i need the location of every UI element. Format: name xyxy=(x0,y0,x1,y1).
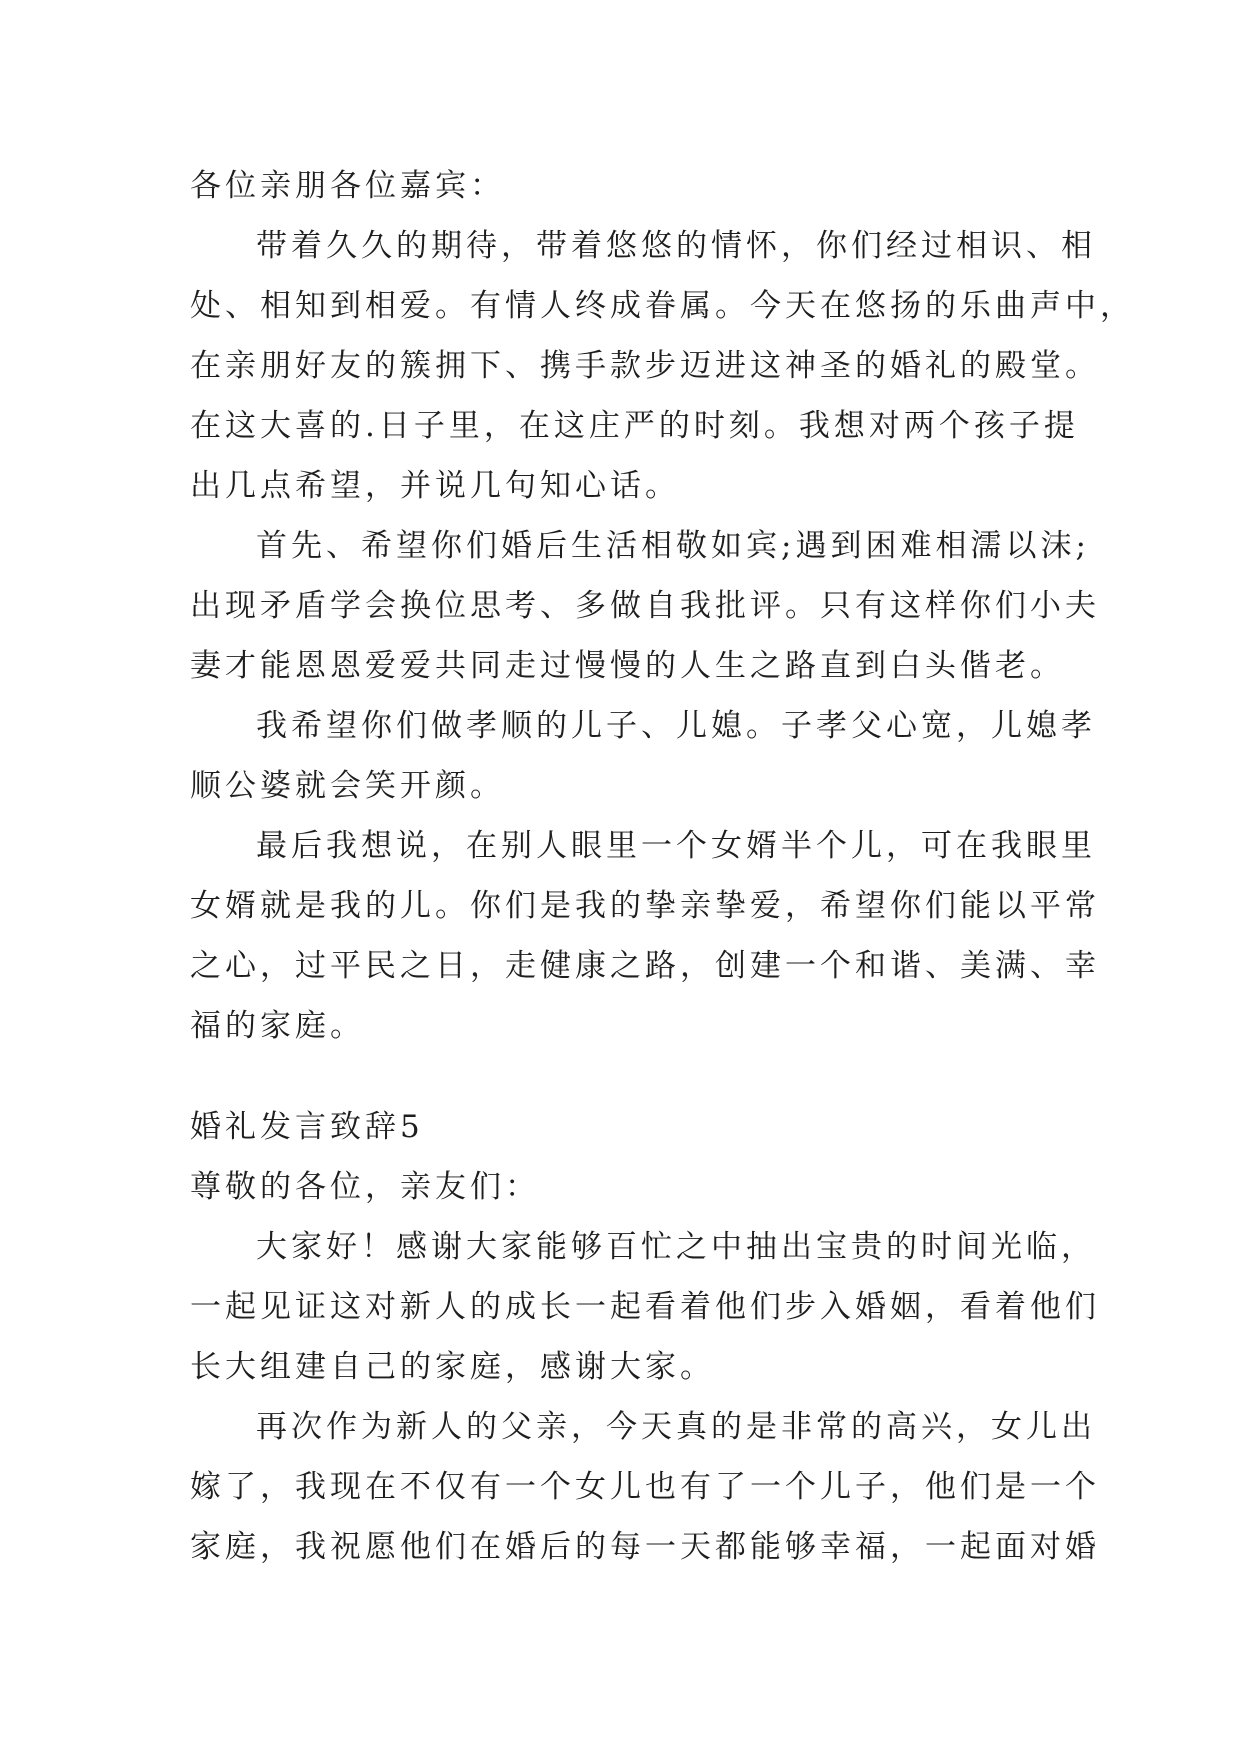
paragraph-line: 大家好！感谢大家能够百忙之中抽出宝贵的时间光临， xyxy=(256,1229,1096,1265)
paragraph-2 xyxy=(190,1397,1100,1577)
paragraph-line: 家庭，我祝愿他们在婚后的每一天都能够幸福，一起面对婚 xyxy=(190,1529,1100,1565)
paragraph-line: 出几点希望，并说几句知心话。 xyxy=(190,468,680,504)
paragraph-line: 带着久久的期待，带着悠悠的情怀，你们经过相识、相 xyxy=(256,228,1096,264)
paragraph-line: 女婿就是我的儿。你们是我的挚亲挚爱，希望你们能以平常 xyxy=(190,888,1100,924)
speech-section-2 xyxy=(190,1097,1100,1577)
paragraph-1 xyxy=(190,1217,1100,1397)
paragraph-line: 在这大喜的.日子里，在这庄严的时刻。我想对两个孩子提 xyxy=(190,408,1079,444)
paragraph-line: 妻才能恩恩爱爱共同走过慢慢的人生之路直到白头偕老。 xyxy=(190,648,1065,684)
salutation: 各位亲朋各位嘉宾： xyxy=(190,168,505,204)
paragraph-line: 我希望你们做孝顺的儿子、儿媳。子孝父心宽，儿媳孝 xyxy=(256,708,1096,744)
paragraph-line: 出现矛盾学会换位思考、多做自我批评。只有这样你们小夫 xyxy=(190,588,1100,624)
salutation: 尊敬的各位，亲友们： xyxy=(190,1169,540,1205)
paragraph-line: 再次作为新人的父亲，今天真的是非常的高兴，女儿出 xyxy=(256,1409,1096,1445)
paragraph-line: 首先、希望你们婚后生活相敬如宾;遇到困难相濡以沫; xyxy=(256,528,1090,564)
paragraph-line: 长大组建自己的家庭，感谢大家。 xyxy=(190,1349,715,1385)
paragraph-line: 嫁了，我现在不仅有一个女儿也有了一个儿子，他们是一个 xyxy=(190,1469,1100,1505)
paragraph-line: 福的家庭。 xyxy=(190,1008,365,1044)
section-heading: 婚礼发言致辞5 xyxy=(190,1109,424,1145)
paragraph-line: 处、相知到相爱。有情人终成眷属。今天在悠扬的乐曲声中， xyxy=(190,288,1135,324)
paragraph-line: 最后我想说，在别人眼里一个女婿半个儿，可在我眼里 xyxy=(256,828,1096,864)
paragraph-4 xyxy=(190,816,1100,1056)
paragraph-line: 顺公婆就会笑开颜。 xyxy=(190,768,505,804)
paragraph-2 xyxy=(190,516,1100,696)
paragraph-line: 在亲朋好友的簇拥下、携手款步迈进这神圣的婚礼的殿堂。 xyxy=(190,348,1100,384)
speech-section-1 xyxy=(190,156,1135,1056)
paragraph-1 xyxy=(190,216,1135,516)
paragraph-3 xyxy=(190,696,1096,816)
paragraph-line: 之心，过平民之日，走健康之路，创建一个和谐、美满、幸 xyxy=(190,948,1100,984)
paragraph-line: 一起见证这对新人的成长一起看着他们步入婚姻，看着他们 xyxy=(190,1289,1100,1325)
